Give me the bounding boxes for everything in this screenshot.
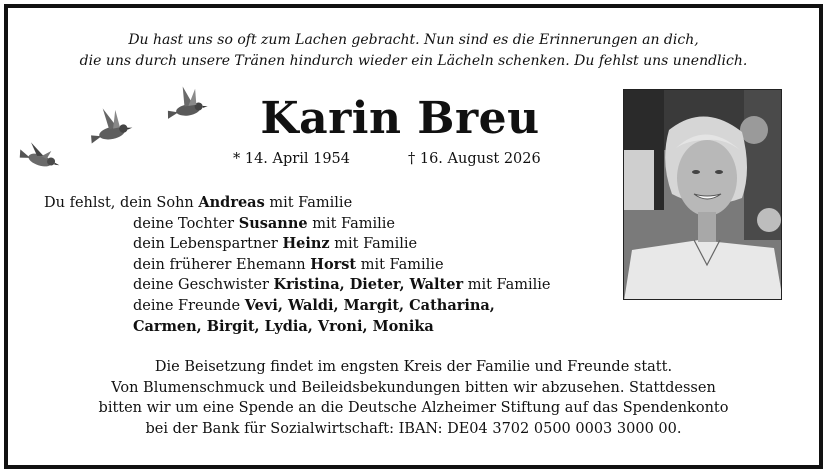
footer-line-2: Von Blumenschmuck und Beileidsbekundungen bitten wir abzusehen. Stattdessen xyxy=(111,379,716,396)
mourner-name: Horst xyxy=(310,255,357,273)
mourners-intro: Du fehlst, xyxy=(44,195,116,211)
mourner-relation: deine Geschwister xyxy=(133,277,274,294)
mourner-row xyxy=(44,193,551,214)
bird-icon xyxy=(17,140,63,172)
mourners-list xyxy=(44,193,551,337)
mourner-row xyxy=(44,234,551,255)
mourner-row xyxy=(44,317,551,338)
mourner-name: Vevi, Waldi, Margit, Catharina, xyxy=(244,296,495,314)
death-date: † 16. August 2026 xyxy=(408,151,541,167)
mourner-row xyxy=(44,296,551,317)
mourner-suffix: mit Familie xyxy=(463,277,551,294)
bird-icon xyxy=(164,83,209,118)
mourner-row xyxy=(44,255,551,276)
deceased-name: Karin Breu xyxy=(260,93,540,144)
footer-line-1: Die Beisetzung findet im engsten Kreis der Familie und Freunde statt. xyxy=(154,359,673,375)
mourner-suffix: mit Familie xyxy=(307,215,396,232)
mourner-relation: deine Tochter xyxy=(133,215,239,232)
mourner-name: Heinz xyxy=(282,235,330,253)
mourner-name: Kristina, Dieter, Walter xyxy=(273,276,464,294)
poem-line-2: die uns durch unsere Tränen hindurch wieder ein Lächeln schenken. Du fehlst uns unendlich. xyxy=(79,53,748,69)
mourner-name: Susanne xyxy=(238,214,308,232)
mourner-name: Andreas xyxy=(198,194,265,211)
birth-date: * 14. April 1954 xyxy=(233,151,350,167)
footer-line-4: bei der Bank für Sozialwirtschaft: IBAN: DE04 3702 0500 0003 3000 00. xyxy=(145,420,682,437)
mourner-relation: dein früherer Ehemann xyxy=(133,256,311,273)
mourner-relation: deine Freunde xyxy=(133,297,245,314)
mourner-suffix: mit Familie xyxy=(329,236,418,253)
mourner-row xyxy=(44,275,551,296)
funeral-notice-text xyxy=(0,357,827,439)
footer-line-3: bitten wir um eine Spende an die Deutsche Alzheimer Stiftung auf das Spendenkonto xyxy=(98,400,729,416)
mourner-suffix: mit Familie xyxy=(356,256,444,273)
mourner-relation: dein Lebenspartner xyxy=(133,236,283,253)
mourner-name: Carmen, Birgit, Lydia, Vroni, Monika xyxy=(133,317,434,335)
flying-birds-icon xyxy=(0,0,230,190)
mourner-relation: dein Sohn xyxy=(119,195,199,211)
poem-line-1: Du hast uns so oft zum Lachen gebracht. Nun sind es die Erinnerungen an dich, xyxy=(128,32,699,48)
portrait-photo xyxy=(623,89,782,300)
mourner-suffix: mit Familie xyxy=(264,195,353,211)
bird-icon xyxy=(85,103,134,143)
mourner-row xyxy=(44,214,551,235)
